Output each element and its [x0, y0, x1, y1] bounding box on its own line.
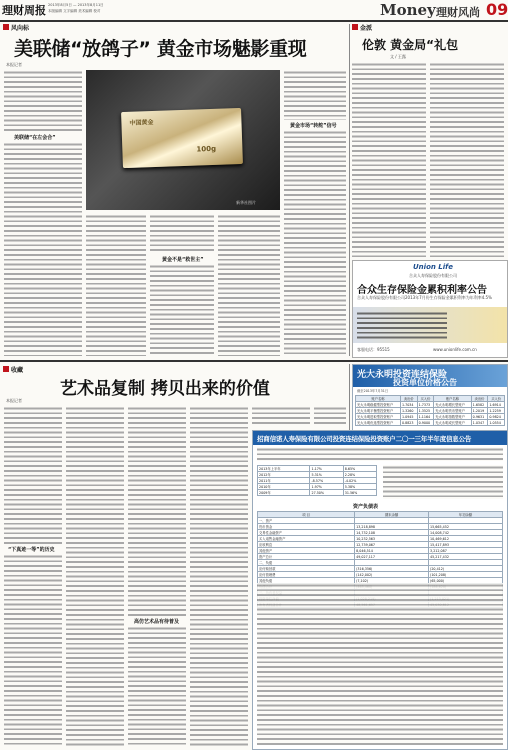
table-cell: (142,002)	[355, 572, 429, 578]
everbright-title: 光大永明投资连结保险	[357, 370, 448, 380]
table-cell: 其他资产	[258, 548, 355, 554]
table-cell: 2012年	[258, 472, 310, 478]
table-cell: 买入返售金融资产	[258, 536, 355, 542]
table-cell: 0.9631	[471, 414, 488, 420]
everbright-note: 截至2013年7月31日	[357, 389, 389, 393]
table-cell: 1.7034	[400, 402, 417, 408]
kicker-box	[3, 24, 9, 30]
union-subtitle: 合众人寿保险股份有限公司2013年7月份生存保险金累积利率为年利率4.5%	[357, 295, 492, 300]
page-number: 09	[486, 0, 508, 19]
table-cell: 二、负债	[258, 560, 355, 566]
table-cell: 13,218,898	[355, 524, 429, 530]
table-cell: 0.9000	[417, 420, 434, 426]
table-cell: 光大永明平衡型投资账户	[356, 408, 401, 414]
table-cell: 10,232,563	[355, 536, 429, 542]
kicker-box	[352, 24, 358, 30]
table-cell: (65,000)	[429, 578, 503, 584]
table-cell: (20,412)	[429, 566, 503, 572]
table-cell: 一、资产	[258, 518, 355, 524]
table-cell: 货币资金	[258, 524, 355, 530]
table-cell: 其他负债	[258, 578, 355, 584]
table-cell: 8.65%	[343, 466, 376, 472]
table-cell: 应收利息	[258, 542, 355, 548]
table-cell: 31.56%	[343, 490, 376, 496]
table-cell: 1.3525	[417, 408, 434, 414]
table-cell: 1.0347	[471, 420, 488, 426]
table-cell: 0.9824	[488, 414, 505, 420]
notice-text	[257, 447, 503, 461]
right-kicker: 金派	[360, 25, 373, 32]
column-header: 年初余额	[429, 512, 503, 518]
table-cell: 3,212,087	[429, 548, 503, 554]
column-header: 账户名称	[356, 396, 401, 402]
table-row	[258, 490, 377, 496]
column-header: 期末余额	[355, 512, 429, 518]
table-cell: 5.38%	[343, 484, 376, 490]
body-text	[128, 406, 186, 616]
paper-name: 理财周报	[2, 4, 46, 17]
subhead: 黄金不是“救世主”	[162, 257, 204, 263]
right-byline: 文 / 王露	[390, 54, 406, 59]
union-title: 合众生存保险金累积利率公告	[357, 285, 487, 296]
table-cell: 光大永明增长型账户	[434, 402, 471, 408]
bottom-byline: 本报记者	[6, 398, 22, 403]
subhead: “下真迹一等”的历史	[8, 547, 55, 553]
bottom-kicker: 收藏	[11, 367, 24, 374]
table-cell: 49,027,117	[355, 554, 429, 560]
union-banner	[353, 307, 507, 343]
table-cell: 1.2019	[471, 408, 488, 414]
table-cell: 14,732,108	[355, 530, 429, 536]
section-en: Money	[380, 1, 436, 19]
table-cell: 交易性金融资产	[258, 530, 355, 536]
gold-bar-photo	[86, 70, 280, 210]
body-text	[150, 264, 214, 356]
column-header: 买入价	[417, 396, 434, 402]
subhead: 美联储“在左会合”	[14, 135, 56, 141]
table-cell: 27.50%	[310, 490, 343, 496]
section-rule	[0, 360, 508, 362]
editor-line: 本版编辑 文字编辑 美术编辑 校对	[48, 9, 101, 13]
kicker-box	[3, 366, 9, 372]
table-cell: 1.0945	[400, 414, 417, 420]
photo-credit: 新华社图片	[236, 200, 256, 205]
table-cell: (101,208)	[429, 572, 503, 578]
table-cell: 光大永明货币型账户	[434, 408, 471, 414]
masthead-rule	[0, 20, 508, 22]
body-text	[252, 406, 310, 426]
union-hotline: 客服电话：95515	[357, 347, 390, 352]
body-text	[128, 626, 186, 746]
body-text	[4, 70, 82, 132]
table-cell: 光大永明指数型账户	[434, 414, 471, 420]
table-cell: (7,102)	[355, 578, 429, 584]
table-cell: 1.2259	[488, 408, 505, 414]
table-cell: 1.17%	[310, 466, 343, 472]
everbright-subtitle: 投资单位价格公告	[393, 378, 457, 387]
column-header: 卖出价	[400, 396, 417, 402]
gold-bar-text: 中国黄金	[129, 118, 154, 127]
table-cell: 资产总计	[258, 554, 355, 560]
body-text	[218, 214, 280, 356]
body-text	[4, 554, 62, 746]
table-cell: 光大永明进取型投资账户	[356, 414, 401, 420]
table-cell: 1.6582	[471, 402, 488, 408]
table-cell: 2009年	[258, 490, 310, 496]
table-cell: 1.3260	[400, 408, 417, 414]
table-cell: 1.7373	[417, 402, 434, 408]
body-text	[150, 214, 214, 254]
right-headline: 伦敦 黄金局“礼包	[362, 38, 459, 52]
column-header: 卖出价	[471, 396, 488, 402]
zhaoshang-ad	[252, 430, 508, 750]
body-text	[66, 406, 124, 746]
zhaoshang-title: 招商信诺人寿保险有限公司投资连结保险投资账户二〇一三年半年度信息公告	[257, 435, 472, 443]
body-text	[86, 214, 146, 356]
table-header-row	[356, 396, 505, 402]
table-cell: 14,008,742	[429, 530, 503, 536]
union-website: www.unionlife.com.cn	[433, 347, 477, 352]
table-cell: 2.28%	[343, 472, 376, 478]
column-header: 账户名称	[434, 396, 471, 402]
bottom-headline: 艺术品复制 拷贝出来的价值	[60, 379, 270, 399]
table-cell: -8.57%	[310, 478, 343, 484]
table-cell: 15,665,452	[429, 524, 503, 530]
table-cell: 15,417,893	[429, 542, 503, 548]
table-cell: 光大永明稳健型投资账户	[356, 402, 401, 408]
subhead: 高仿艺术品有待普及	[134, 619, 180, 625]
table-cell: 2010年	[258, 484, 310, 490]
column-rule	[349, 364, 350, 434]
union-brand-en: Union Life	[413, 263, 453, 271]
column-header: 项 目	[258, 512, 355, 518]
union-life-ad	[352, 260, 508, 358]
body-text	[190, 406, 248, 746]
body-text	[4, 406, 62, 544]
everbright-ad	[352, 364, 508, 436]
table-cell: 0.8823	[400, 420, 417, 426]
top-byline: 本报记者	[6, 62, 22, 67]
table-cell: 10,469,612	[429, 536, 503, 542]
body-text	[284, 70, 346, 120]
returns-table	[257, 465, 377, 496]
notice-text	[383, 465, 503, 499]
body-text	[284, 130, 346, 356]
table-cell: 2011年	[258, 478, 310, 484]
gold-bar-weight: 100g	[196, 144, 217, 154]
table-cell: 45,217,432	[429, 554, 503, 560]
banner-text	[357, 311, 447, 339]
table-cell: 8,046,514	[355, 548, 429, 554]
table-cell: 2013年上半年	[258, 466, 310, 472]
body-text	[314, 406, 346, 426]
section-cn: 理财风尚	[436, 6, 480, 19]
table-cell: 1.97%	[310, 484, 343, 490]
masthead	[0, 0, 508, 20]
everbright-table	[355, 395, 505, 426]
table-cell: 光大永明优选型投资账户	[356, 420, 401, 426]
top-kicker: 风向标	[11, 25, 30, 32]
notice-text	[257, 583, 503, 745]
body-text	[430, 62, 504, 257]
table-cell: 应付赎回款	[258, 566, 355, 572]
table-cell: 应付管理费	[258, 572, 355, 578]
balance-sheet-title: 资产负债表	[353, 504, 379, 510]
table-cell: 1.1164	[417, 414, 434, 420]
column-header: 买入价	[488, 396, 505, 402]
table-cell: 光大永明成长型账户	[434, 420, 471, 426]
subhead: 黄金市场“转舵”信号	[290, 123, 337, 129]
union-brand-cn: 合众人寿保险股份有限公司	[409, 273, 457, 278]
table-cell: (316,356)	[355, 566, 429, 572]
top-headline: 美联储“放鸽子” 黄金市场魅影重现	[14, 38, 307, 60]
date-line: 2013年8月5日 — 2013年8月11日	[48, 3, 104, 7]
column-rule	[349, 24, 350, 356]
table-cell: -4.02%	[343, 478, 376, 484]
table-row	[356, 420, 505, 426]
table-cell: 1.6914	[488, 402, 505, 408]
table-cell: 1.0554	[488, 420, 505, 426]
body-text	[352, 62, 426, 257]
gold-bar-image	[121, 108, 243, 168]
table-cell: 12,739,067	[355, 542, 429, 548]
table-cell: 5.31%	[310, 472, 343, 478]
body-text	[4, 142, 82, 356]
